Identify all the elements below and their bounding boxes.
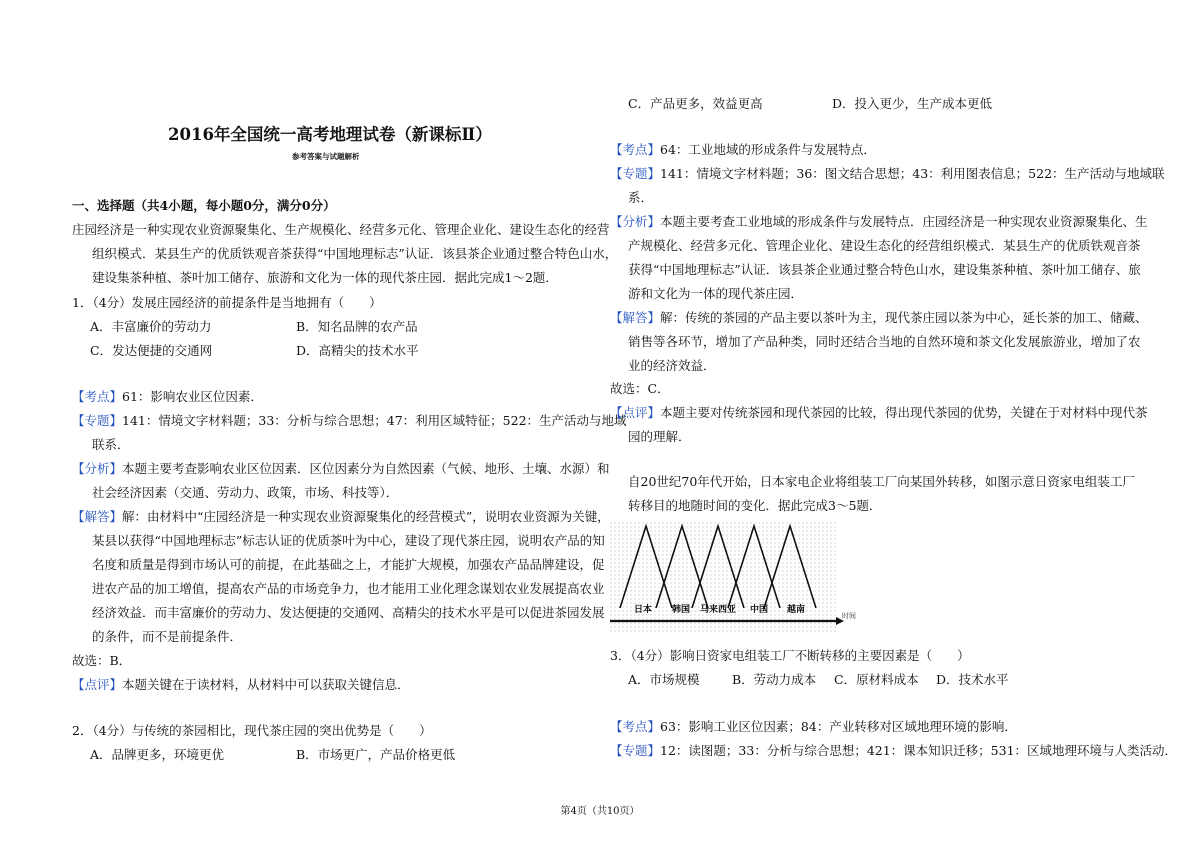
fenxi-label: 【分析】	[610, 214, 661, 229]
q1-jieda-text-6: 的条件，而不是前提条件．	[92, 629, 243, 644]
q1-kaodian-text: 61：影响农业区位因素．	[122, 389, 263, 404]
q2-dianping-text-2: 园的理解．	[628, 429, 691, 444]
q3-option-c: C．原材料成本	[834, 672, 919, 687]
q2-fenxi	[610, 214, 1148, 230]
q1-fenxi-text-2: 社会经济因素（交通、劳动力、政策，市场、科技等）．	[92, 485, 399, 500]
q1-fenxi-text-1: 本题主要考查影响农业区位因素．区位因素分为自然因素（气候、地形、土壤、水源）和	[122, 461, 610, 476]
q2-option-d: D．投入更少，生产成本更低	[832, 96, 993, 111]
q1-option-d: D．高精尖的技术水平	[296, 343, 419, 358]
q1-kaodian	[72, 389, 263, 405]
q1-zhuanti	[72, 413, 627, 429]
q2-kaodian	[610, 142, 876, 158]
q2-jieda-text-2: 销售等各环节，增加了产品种类，同时还结合当地的自然环境和茶文化发展旅游业，增加了农	[628, 334, 1141, 349]
q1-option-b: B．知名品牌的农产品	[296, 319, 418, 334]
country-label-vietnam: 越南	[787, 605, 806, 615]
q1-dianping-text: 本题关键在于读材料，从材料中可以获取关键信息．	[122, 677, 410, 692]
kaodian-label: 【考点】	[610, 142, 661, 157]
q3-zhuanti	[610, 743, 1177, 759]
q3-option-d: D．技术水平	[936, 672, 1009, 687]
q2-option-a: A．品牌更多，环境更优	[90, 747, 225, 762]
country-label-china: 中国	[750, 605, 769, 615]
intro-line-2: 组织模式．某县生产的优质铁观音茶获得“中国地理标志”认证．该县茶企业通过整合特色山水，	[92, 246, 618, 261]
document-title: 2016年全国统一高考地理试卷（新课标Ⅱ）	[168, 125, 492, 144]
q1-jieda-text-4: 进农产品的加工增值，提高农产品的市场竞争力，也才能用工业化理念谋划农业发展提高农业	[92, 581, 605, 596]
q1-stem: 1．（4分）发展庄园经济的前提条件是当地拥有（ ）	[72, 295, 382, 310]
q2-fenxi-text-1: 本题主要考查工业地域的形成条件与发展特点．庄园经济是一种实现农业资源聚集化、生	[660, 214, 1148, 229]
page-footer: 第4页（共10页）	[560, 806, 640, 817]
q2-answer: 故选：C．	[610, 381, 670, 396]
q2-kaodian-text: 64：工业地域的形成条件与发展特点．	[660, 142, 876, 157]
q2-dianping	[610, 405, 1148, 421]
factory-transfer-figure	[610, 522, 860, 634]
q3-stem: 3．（4分）影响日资家电组装工厂不断转移的主要因素是（ ）	[610, 648, 970, 663]
jieda-label: 【解答】	[610, 310, 661, 325]
intro2-line-2: 转移目的地随时间的变化．据此完成3～5题．	[628, 498, 882, 513]
document-subtitle: 参考答案与试题解析	[292, 152, 360, 161]
q2-zhuanti-text-2: 系．	[628, 190, 654, 205]
q1-option-c: C．发达便捷的交通网	[90, 343, 213, 358]
q2-jieda	[610, 310, 1148, 326]
q2-fenxi-text-3: 获得“中国地理标志”认证．该县茶企业通过整合特色山水，建设集茶种植、茶叶加工储存、旅	[628, 262, 1141, 277]
dianping-label: 【点评】	[72, 677, 123, 692]
q2-zhuanti	[610, 166, 1165, 182]
q1-jieda-text-2: 某县以获得“中国地理标志”标志认证的优质茶叶为中心，建设了现代茶庄园，说明农产品的知	[92, 533, 605, 548]
q1-option-a: A．丰富廉价的劳动力	[90, 319, 212, 334]
q3-option-a: A．市场规模	[628, 672, 700, 687]
q2-option-c: C．产品更多，效益更高	[628, 96, 763, 111]
dianping-label: 【点评】	[610, 405, 661, 420]
time-axis-label: 时间	[842, 612, 856, 620]
q1-answer: 故选：B．	[72, 653, 132, 668]
q1-jieda-text-3: 名度和质量是得到市场认可的前提，在此基础之上，才能扩大规模，加强农产品品牌建设，促	[92, 557, 605, 572]
fenxi-label: 【分析】	[72, 461, 123, 476]
q2-jieda-text-3: 业的经济效益．	[628, 358, 716, 373]
jieda-label: 【解答】	[72, 509, 123, 524]
intro-line-3: 建设集茶种植、茶叶加工储存、旅游和文化为一体的现代茶庄园．据此完成1～2题．	[92, 270, 558, 285]
q1-jieda	[72, 509, 610, 525]
kaodian-label: 【考点】	[72, 389, 123, 404]
country-label-japan: 日本	[634, 605, 653, 615]
zhuanti-label: 【专题】	[610, 166, 661, 181]
q2-fenxi-text-2: 产规模化、经营多元化、管理企业化、建设生态化的经营组织模式．某县生产的优质铁观音茶	[628, 238, 1141, 253]
section-heading: 一、选择题（共4小题，每小题0分，满分0分）	[72, 198, 336, 213]
q3-option-b: B．劳动力成本	[732, 672, 817, 687]
q3-kaodian-text: 63：影响工业区位因素；84：产业转移对区域地理环境的影响．	[660, 719, 1017, 734]
intro2-line-1: 自20世纪70年代开始，日本家电企业将组装工厂向某国外转移，如图示意日资家电组装工厂	[628, 474, 1135, 489]
q2-zhuanti-text-1: 141：情境文字材料题；36：图文结合思想；43：利用图表信息；522：生产活动与地域联	[660, 166, 1165, 181]
country-label-korea: 韩国	[672, 605, 691, 615]
q1-jieda-text-1: 解：由材料中“庄园经济是一种实现农业资源聚集化的经营模式”，说明农业资源为关键，	[122, 509, 610, 524]
q3-zhuanti-text: 12：读图题；33：分析与综合思想；421：课本知识迁移；531：区域地理环境与人类活动．	[660, 743, 1178, 758]
q2-option-b: B．市场更广，产品价格更低	[296, 747, 456, 762]
q2-stem: 2．（4分）与传统的茶园相比，现代茶庄园的突出优势是（ ）	[72, 723, 432, 738]
q1-zhuanti-text-1: 141：情境文字材料题；33：分析与综合思想；47：利用区域特征；522：生产活动与地域	[122, 413, 627, 428]
intro-line-1: 庄园经济是一种实现农业资源聚集化、生产规模化、经营多元化、管理企业化、建设生态化的经营	[72, 222, 610, 237]
q2-dianping-text-1: 本题主要对传统茶园和现代茶园的比较，得出现代茶园的优势，关键在于对材料中现代茶	[660, 405, 1148, 420]
kaodian-label: 【考点】	[610, 719, 661, 734]
zhuanti-label: 【专题】	[610, 743, 661, 758]
q1-jieda-text-5: 经济效益．而丰富廉价的劳动力、发达便捷的交通网、高精尖的技术水平是可以促进茶园发展	[92, 605, 605, 620]
q1-zhuanti-text-2: 联系．	[92, 437, 130, 452]
q3-kaodian	[610, 719, 1017, 735]
country-label-malaysia: 马来西亚	[700, 605, 737, 615]
q1-dianping	[72, 677, 410, 693]
q1-fenxi	[72, 461, 610, 477]
figure-background	[610, 522, 836, 632]
q2-jieda-text-1: 解：传统的茶园的产品主要以茶叶为主，现代茶庄园以茶为中心，延长茶的加工、储藏、	[660, 310, 1148, 325]
zhuanti-label: 【专题】	[72, 413, 123, 428]
q2-fenxi-text-4: 游和文化为一体的现代茶庄园．	[628, 286, 804, 301]
